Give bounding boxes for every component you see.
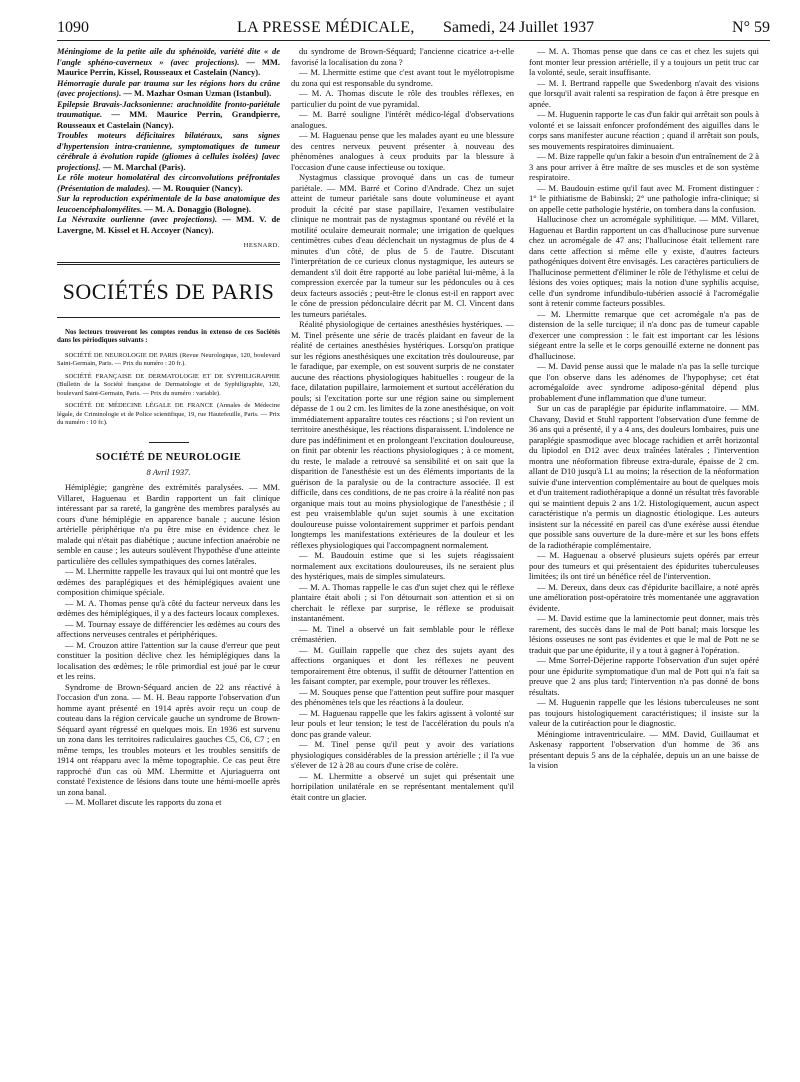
section-title: SOCIÉTÉS DE PARIS xyxy=(62,278,275,304)
communication-item: Méningiome de la petite aile du sphénoïde, variété dite « de l'angle sphéno-caverneux » (avec projections). — MM. Maurice Perrin, Kissel, Rousseaux et Castelain (Nancy). xyxy=(57,46,280,77)
communication-item: Hémorragie durale par trauma sur les régions hors du crâne (avec projections). — M. Mazhar Osman Uzman (Istanbul). xyxy=(57,77,280,98)
paragraph: — M. Lhermitte rappelle les travaux qui lui ont montré que les œdèmes des paraplégiques et des hémiplégiques avaient une composition chimique spéciale. xyxy=(57,566,280,597)
paragraph: — M. Lhermitte estime que c'est avant tout le myélotropisme du zona qui est responsable du syndrome. xyxy=(291,67,514,88)
communication-item: Le rôle moteur homolatéral des circonvolutions préfrontales (Présentation de malades). — M. Rouquier (Nancy). xyxy=(57,172,280,193)
paragraph: — M. David pense aussi que le malade n'a pas la selle turcique que l'on observe dans les adénomes de l'hypophyse; cet état acromégaloïde avec syndrome adiposo-génital dépend plus probablement d'une inflammation que d'une tumeur. xyxy=(529,361,759,403)
column-1 xyxy=(57,46,280,1076)
session-date: 8 Avril 1937. xyxy=(146,466,191,477)
paragraph: — M. Barré souligne l'intérêt médico-légal d'observations analogues. xyxy=(291,109,514,130)
paragraph: — Mme Sorrel-Déjerine rapporte l'observation d'un sujet opéré pour une épidurite symptomatique d'un mal de Pott qui n'a fait sa preuve que 2 ans plus tard; l'intervention n'a pas donné de bons résultats. xyxy=(529,655,759,697)
paragraph: — M. Baudouin estime qu'il faut avec M. Froment distinguer : 1° le pithiatisme de Babinski; 2° une pathologie infra-clinique; si on appelle cette pathologie hystérie, on tombera dans la confusion. xyxy=(529,182,759,214)
paragraph: — M. A. Thomas pense qu'à côté du facteur nerveux dans les œdèmes des hémiplégiques, il y a des facteurs locaux complexes. xyxy=(57,597,280,618)
intro-item: SOCIÉTÉ DE NEUROLOGIE DE PARIS (Revue Neurologique, 120, boulevard Saint-Germain, Paris. — Prix du numéro : 20 fr.). xyxy=(57,351,280,367)
paragraph: — M. Lhermitte remarque que cet acromégale n'a pas de distension de la selle turcique; il n'a donc pas de tumeur capable d'exercer une compression : le fait est important car les lésions siégeant entre la selle et le corps genouillé externe ne donnent pas d'hallucinose. xyxy=(529,308,759,361)
page-number: 1090 xyxy=(57,19,89,36)
paragraph: — M. Tinel pense qu'il peut y avoir des variations physiologiques considérables de la pression artérielle ; il l'a vue s'élever de 12 à 28 au cours d'une crise de colère. xyxy=(291,739,514,770)
paragraph: — M. Tournay essaye de différencier les œdèmes au cours des affections nerveuses centrales et périphériques. xyxy=(57,618,280,639)
intro-item: SOCIÉTÉ FRANÇAISE DE DERMATOLOGIE ET DE SYPHILIGRAPHIE (Bulletin de la Société française de Dermatologie et de Syphiligraphie, 120, boulevard Saint-Germain, Paris. — Prix du numéro : variable). xyxy=(57,372,280,397)
section-divider xyxy=(57,262,280,265)
paragraph: — M. Huguenin rapporte le cas d'un fakir qui arrêtait son pouls à volonté et se laissait enfoncer profondément des aiguilles dans le corps sans manifester aucune réaction ; quand il arrêtait son pouls, ses mouvements respiratoires diminuaient. xyxy=(529,109,759,151)
issue-date: Samedi, 24 Juillet 1937 xyxy=(443,19,595,36)
communication-item: La Névraxite ourlienne (avec projections). — MM. V. de Lavergne, M. Kissel et H. Accoyer (Nancy). xyxy=(57,214,280,235)
paragraph: Méningiome intraventriculaire. — MM. David, Guillaumat et Askenasy rapportent l'observation d'un homme de 36 ans présentant depuis 5 ans de la céphalée, depuis un an une baisse de la vision xyxy=(529,728,759,770)
paragraph: Hallucinose chez un acromégale syphilitique. — MM. Villaret, Haguenau et Bardin rapportent un cas d'hallucinose pure survenue chez un acromégale de 47 ans; l'hallucinose était tellement rare dans cette affection si même elle y existe, d'autres facteurs pathogéniques doivent être envisagés. Les caractères particuliers de l'hallucinose permettent d'éliminer le rôle de l'éthylisme et celui de lésions des voies optiques; mais la notion d'une syphilis acquise, celle d'un syndrome infundibulo-tubérien associé à l'acromégalie sont à retenir comme facteurs possibles. xyxy=(529,214,759,308)
paragraph: — M. Haguenau rappelle que les fakirs agissent à volonté sur leur pouls et leur tension; le test de l'accélération du pouls n'a donc pas grande valeur. xyxy=(291,707,514,739)
issue-number: N° 59 xyxy=(732,19,770,36)
paragraph: — M. A. Thomas discute le rôle des troubles réflexes, en particulier du point de vue pyramidal. xyxy=(291,88,514,109)
paragraph: Nystagmus classique provoqué dans un cas de tumeur pariétale. — MM. Barré et Corino d'Andrade. Chez un sujet atteint de tumeur pariétale sans doute volumineuse et ayant produit la cécité par stase papillaire, l'examen vestibulaire clinique ne montrait pas de nystagmus spontané ou révélé et la motilité oculaire demeurait normale; une irrigation de quelques centimètres cubes d'eau déclenchait un nystagmus de plus de 4 minutes d'un côté, de plus de 5 de l'autre. Discutant l'interprétation de ce curieux clonus nystagmique, les auteurs se demandent s'il doit être rapporté au lobe pariétal lui-même, à la compression exercée par la tumeur sur les pédoncules ou à ces deux facteurs associés ; peut-être le clonus est-il en rapport avec le cône de pression pédonculaire décrit par M. Cl. Vincent dans les tumeurs pariétales. xyxy=(291,172,514,319)
paragraph: — M. Lhermitte a observé un sujet qui présentait une horripilation unilatérale en se représentant mentalement qu'il était contre un glacier. xyxy=(291,770,514,802)
communications-list xyxy=(57,46,280,235)
paragraph: — M. David estime que la laminectomie peut donner, mais très rarement, des succès dans le mal de Pott banal; mais lorsque les lésions osseuses ne sont pas évidentes et que le mal de Pott ne se traduit que par une épidurite, il y a tout à gagner à l'opération. xyxy=(529,613,759,655)
paragraph: — M. Baudouin estime que si les sujets réagissaient normalement aux excitations douloureuses, ils ne seraient plus des hystériques, mais de simples simulateurs. xyxy=(291,550,514,581)
paragraph: — M. A. Thomas pense que dans ce cas et chez les sujets qui font monter leur pression artérielle, il y a toujours un petit truc car la volonté, seule, serait insuffisante. xyxy=(529,46,759,77)
column-2 xyxy=(291,46,514,1076)
section-divider xyxy=(57,317,280,318)
author-signature: HESNARD. xyxy=(243,242,280,249)
paragraph: du syndrome de Brown-Séquard; l'ancienne cicatrice a-t-elle favorisé la localisation du zona ? xyxy=(291,46,514,67)
society-title: SOCIÉTÉ DE NEUROLOGIE xyxy=(95,451,242,463)
paragraph: Réalité physiologique de certaines anesthésies hystériques. — M. Tinel présente une série de tracés plaidant en faveur de la réalité de certaines anesthésies hystériques. Lorsqu'on pratique sur les régions anesthésiques une excitation très douloureuse, par le faradique, par exemple, on est souvent surpris de ne constater aucune des réactions physiologiques habituelles : rougeur de la face, dilatation pupillaire, larmoiement et surtout accélération du pouls; si l'excitation porte sur une région saine ou simplement dépasse de 1 ou 2 cm. les limites de la zone anesthésique, on voit immédiatement apparaître toutes ces réactions ; si l'on revient un territoire anesthésique, les réactions disparaissent. L'indolence ne dure pas indéfiniment et en prolongeant l'excitation douloureuse, on finit par obtenir les réactions physiologiques ; à ce moment, du reste, le malade a retrouvé sa sensibilité et on sait que la disparition de l'anesthésie est un des éléments importants de la guérison de la paralysie ou de la contracture associée. Il est difficile, dans ces conditions, de ne pas croire à la réalité non pas organique mais tout au moins physiologique de l'anesthésie ; il est peu vraisemblable qu'un sujet soumis à une excitation douloureuse puisse volontairement supprimer et parfois pendant longtemps les manifestations extérieures de la douleur et les réflexes physiologiques qui l'accompagnent normalement. xyxy=(291,319,514,550)
societies-intro xyxy=(57,328,280,428)
communication-item: Epilepsie Bravais-Jacksonienne: arachnoïdite fronto-pariétale traumatique. — MM. Maurice Perrin, Grandpierre, Rousseaux et Castelain (Nancy). xyxy=(57,98,280,130)
paragraph: Sur un cas de paraplégie par épidurite inflammatoire. — MM. Chavany, David et Stuhl rapportent l'observation d'une femme de 36 ans qui a présenté, il y a 4 ans, des douleurs lombaires, puis une paraplégie spasmodique avec blocage rachidien et arrêt horizontal du lipiodol en D12 avec deux traînées latérales ; l'intervention montra une néoformation fibreuse extra-durale, épaisse de 2 cm. allant de D10 jusqu'à L1 au moins; la résection de la néoformation suivie d'une intervention complémentaire au bout de quelques mois et d'un traitement radiothérapique a donné un résultat très favorable qui se maintient depuis 2 ans 1/2. Histologiquement, aucun aspect caractéristique n'a permis un diagnostic étiologique. Les auteurs insistent sur la nécessité en pareil cas d'une exérèse aussi étendue que possible sans ouverture de la dure-mère et sur les bons effets de la radiothérapie complémentaire. xyxy=(529,403,759,550)
paragraph: Syndrome de Brown-Séquard ancien de 22 ans réactivé à l'occasion d'un zona. — M. H. Beau rapporte l'observation d'un homme ayant présenté en 1914 après avoir reçu un coup de couteau dans la région cervicale gauche un syndrome de Brown-Séquard ayant régressé en quelques mois. En 1936 est survenu un zona dans les territoires radiculaires gauches C5, C6, C7 ; en même temps, les troubles moteurs et les troubles sensitifs de 1914 ont réapparu avec la même topographie. Ce cas peut être rapproché d'un cas où MM. Lhermitte et Ajuriaguerra ont constaté l'existence de lésions dans toute une hémi-moelle après un zona banal. xyxy=(57,681,280,797)
article-body xyxy=(57,482,280,808)
paragraph: — M. A. Thomas rappelle le cas d'un sujet chez qui le réflexe plantaire était aboli ; si l'on détournait son attention et si on cherchait le réflexe par surprise, le réflexe se produisait instantanément. xyxy=(291,581,514,623)
communication-item: Troubles moteurs déficitaires bilatéraux, sans signes d'hypertension intra-cranienne, symptomatiques de tumeur cérébrale à évolution rapide (gliomes à cellules isolées) [avec projections]. — M. Marchal (Paris). xyxy=(57,130,280,172)
paragraph: — M. Huguenin rappelle que les lésions tuberculeuses ne sont pas toujours histologiquement caractéristiques; il insiste sur la valeur de la cutiréaction pour le diagnostic. xyxy=(529,697,759,728)
short-divider xyxy=(149,442,189,443)
paragraph: — M. Dereux, dans deux cas d'épidurite bacillaire, a noté après une amélioration post-opératoire très momentanée une aggravation évidente. xyxy=(529,581,759,613)
column-3 xyxy=(529,46,759,1076)
page-header xyxy=(57,18,770,41)
journal-title: LA PRESSE MÉDICALE, xyxy=(237,19,415,36)
communication-item: Sur la reproduction expérimentale de la base anatomique des leucoencéphalomyélites. — M. A. Donaggio (Bologne). xyxy=(57,193,280,214)
paragraph: — M. Tinel a observé un fait semblable pour le réflexe crémastérien. xyxy=(291,623,514,644)
paragraph: — M. Mollaret discute les rapports du zona et xyxy=(65,797,222,807)
paragraph: — M. Haguenau a observé plusieurs sujets opérés par erreur pour des tumeurs et qui présentaient des épidurites tuberculeuses limitées; ils ont tiré un bénéfice réel de l'intervention. xyxy=(529,550,759,581)
paragraph: — M. Crouzon attire l'attention sur la cause d'erreur que peut constituer la position déclive chez les hémiplégiques dans la localisation des œdèmes; le rôle primordial est joué par le cœur et les reins. xyxy=(57,639,280,681)
paragraph: Hémiplégie; gangrène des extrémités paralysées. — MM. Villaret, Haguenau et Bardin rapportent un fait clinique intéressant par sa rareté, la gangrène des membres paralysés au cours d'une hémiplégie en apparence banale ; aucune lésion artérielle périphérique n'a pu être mise en évidence chez le malade qui n'était pas diabétique ; aucune infection anaérobie ne semble en cause ; les auteurs soulèvent l'hypothèse d'une atteinte particulière des cellules sympathiques des cornes latérales. xyxy=(57,482,280,566)
paragraph: — M. Guillain rappelle que chez des sujets ayant des affections organiques et dont les réflexes ne peuvent temporairement être obtenus, il suffit de détourner l'attention en les faisant compter, par exemple, pour trouver les réflexes. xyxy=(291,644,514,686)
intro-lead: Nos lecteurs trouveront les comptes rendus in extenso de ces Sociétés dans les périodiques suivants : xyxy=(57,327,280,344)
intro-item: SOCIÉTÉ DE MÉDECINE LÉGALE DE FRANCE (Annales de Médecine légale, de Criminologie et de Police scientifique, 19, rue Hautefeuille, Paris. — Prix du numéro : 10 fr.). xyxy=(57,402,280,426)
paragraph: — M. Haguenau pense que les malades ayant eu une blessure des centres nerveux peuvent présenter à nouveau des phénomènes analogues à ceux produits par la blessure à l'occasion d'une cause infectieuse ou toxique. xyxy=(291,130,514,172)
paragraph: — M. Bize rappelle qu'un fakir a besoin d'un entraînement de 2 à 3 ans pour arriver à être maître de ses muscles et de son système respiratoire. xyxy=(529,151,759,182)
paragraph: — M. I. Bertrand rappelle que Swedenborg n'avait des visions que lorsqu'il avait ralenti sa respiration de façon à être presque en apnée. xyxy=(529,77,759,109)
paragraph: — M. Souques pense que l'attention peut suffire pour masquer des phénomènes tels que les réactions à la douleur. xyxy=(291,686,514,707)
